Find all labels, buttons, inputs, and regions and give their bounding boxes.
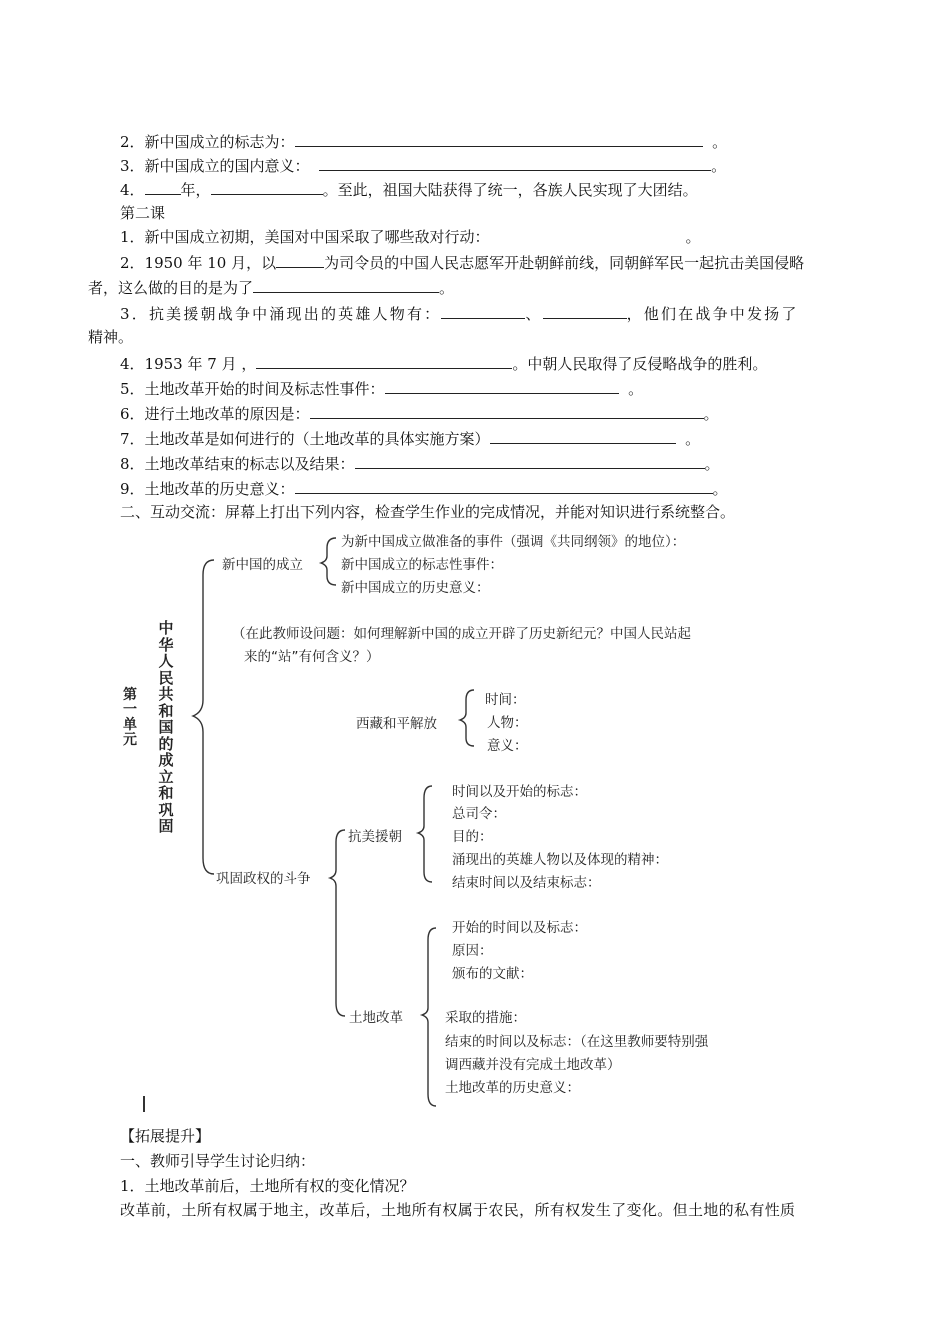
land-reform-item: 调西藏并没有完成土地改革） [445, 1057, 621, 1073]
lesson2-q1-label: 1．新中国成立初期，美国对中国采取了哪些敌对行动： [120, 228, 490, 246]
land-reform-item: 原因： [452, 943, 493, 959]
lesson2-q4-rest: 。中朝人民取得了反侵略战争的胜利。 [512, 355, 768, 373]
period: 。 [685, 228, 701, 246]
founding-bracket [321, 538, 336, 585]
lesson2-q6-label: 6．进行土地改革的原因是： [120, 405, 310, 423]
lesson2-q2-part1: 2．1950 年 10 月，以 [120, 254, 277, 272]
lesson2-title: 第二课 [120, 204, 166, 222]
founding-label: 新中国的成立 [222, 557, 303, 573]
land-reform-bracket [422, 928, 436, 1106]
land-reform-label: 土地改革 [349, 1010, 403, 1026]
lesson1-q3-label: 3．新中国成立的国内意义： [120, 157, 310, 175]
period: 。 [439, 279, 455, 297]
lesson2-q9-label: 9．土地改革的历史意义： [120, 480, 295, 498]
extension-sub: 一、教师引导学生讨论归纳： [120, 1152, 316, 1170]
tibet-item: 时间： [485, 692, 526, 708]
lesson1-q4-rest: 。至此，祖国大陆获得了统一，各族人民实现了大团结。 [322, 181, 698, 199]
korea-label: 抗美援朝 [348, 829, 402, 845]
korea-item: 时间以及开始的标志： [452, 784, 587, 800]
teacher-question-line1: （在此教师设问题：如何理解新中国的成立开辟了历史新纪元？中国人民站起 [232, 626, 691, 642]
lesson2-q4-label: 4．1953 年 7 月 ， [120, 355, 257, 373]
separator: 、 [525, 305, 543, 323]
tibet-bracket [460, 690, 474, 746]
theme-label [157, 620, 175, 835]
period: 。 [712, 480, 728, 498]
lesson2-q3-line2: 精神。 [88, 328, 134, 346]
consolidation-bracket [330, 830, 345, 1016]
lesson2-q8-label: 8．土地改革结束的标志以及结果： [120, 455, 355, 473]
korea-item: 总司令： [452, 806, 506, 822]
period: 。 [711, 157, 727, 175]
lesson2-q5-label: 5．土地改革开始的时间及标志性事件： [120, 380, 385, 398]
extension-heading: 【拓展提升】 [120, 1127, 211, 1145]
lesson1-q2-label: 2．新中国成立的标志为： [120, 133, 295, 151]
extension-answer: 改革前，土所有权属于地主，改革后，土地所有权属于农民，所有权发生了变化。但土地的私有性质 [120, 1201, 796, 1219]
land-reform-item: 采取的措施： [445, 1010, 526, 1026]
interaction-heading: 二、互动交流：屏幕上打出下列内容，检查学生作业的完成情况，并能对知识进行系统整合。 [120, 503, 736, 521]
land-reform-item: 颁布的文献： [452, 966, 533, 982]
tibet-item: 意义： [487, 738, 528, 754]
korea-bracket [418, 786, 432, 882]
lesson2-q2-part2: 为司令员的中国人民志愿军开赴朝鲜前线，同朝鲜军民一起抗击美国侵略 [324, 254, 805, 272]
theme-text: 中 华 人 民 共 和 国 的 成 立 和 巩 固 [158, 619, 174, 835]
consolidation-label: 巩固政权的斗争 [216, 871, 311, 887]
founding-item: 为新中国成立做准备的事件（强调《共同纲领》的地位）： [341, 534, 686, 550]
period: 。 [704, 455, 720, 473]
teacher-question-line2: 来的“站”有何含义？） [244, 649, 380, 665]
korea-item: 涌现出的英雄人物以及体现的精神： [452, 852, 668, 868]
year-label: 年， [180, 181, 211, 199]
lesson2-q3-part2: ，他们在战争中发扬了 [626, 305, 799, 323]
period: 。 [712, 133, 728, 151]
lesson2-q2-part3: 者，这么做的目的是为了 [88, 279, 254, 297]
question-number: 4． [120, 181, 145, 199]
main-bracket [193, 560, 214, 874]
period: 。 [685, 430, 701, 448]
land-reform-item: 结束的时间以及标志：（在这里教师要特别强 [445, 1034, 709, 1050]
unit-label [121, 688, 139, 748]
tibet-label: 西藏和平解放 [356, 716, 437, 732]
land-reform-item: 土地改革的历史意义： [445, 1080, 580, 1096]
korea-item: 目的： [452, 829, 493, 845]
korea-item: 结束时间以及结束标志： [452, 875, 601, 891]
period: 。 [703, 405, 719, 423]
lesson2-q7-label: 7．土地改革是如何进行的（土地改革的具体实施方案） [120, 430, 490, 448]
land-reform-item: 开始的时间以及标志： [452, 920, 587, 936]
period: 。 [628, 380, 644, 398]
tibet-item: 人物： [487, 715, 528, 731]
founding-item: 新中国成立的历史意义： [341, 580, 490, 596]
unit-text: 第 一 单 元 [123, 687, 137, 748]
extension-q1: 1．土地改革前后，土地所有权的变化情况？ [120, 1177, 415, 1195]
lesson2-q3-part1: 3．抗美援朝战争中涌现出的英雄人物有： [120, 305, 442, 323]
founding-item: 新中国成立的标志性事件： [341, 557, 503, 573]
